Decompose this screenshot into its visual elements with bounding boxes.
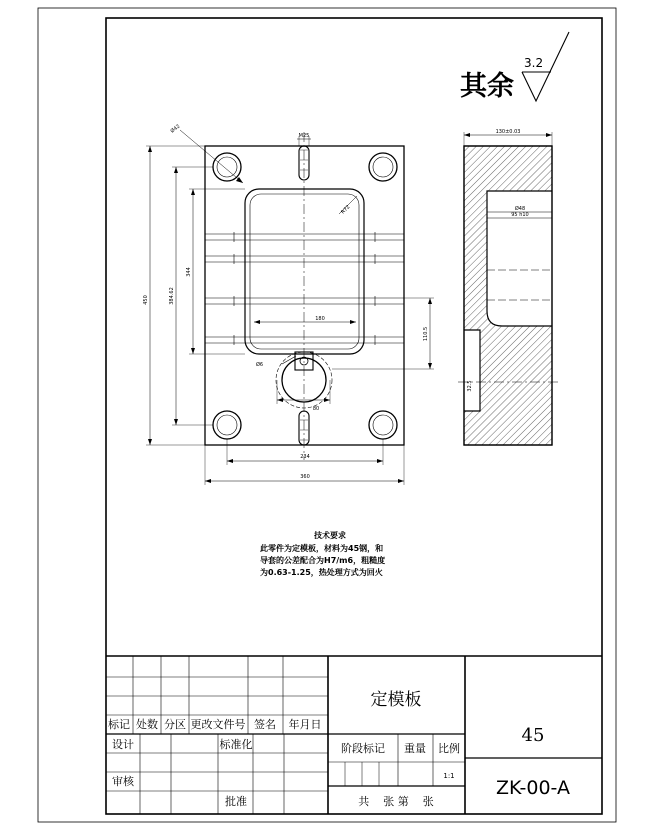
dim-side-2: 95 h10 [511, 212, 529, 218]
tb-scale-value: 1:1 [443, 772, 455, 780]
tech-line-2: 导套的公差配合为H7/m6，粗糙度 [260, 556, 386, 565]
dim-360: 360 [300, 474, 310, 480]
dim-344: 344 [186, 267, 192, 277]
tb-sheets: 共 张 第 张 [358, 795, 434, 808]
surface-finish-symbol [460, 32, 569, 102]
dim-phi6: Ø6 [256, 362, 264, 368]
material: 45 [521, 725, 545, 746]
tb-stage: 阶段标记 [341, 742, 385, 755]
tech-title: 技术要求 [314, 531, 346, 540]
side-view [458, 129, 560, 445]
tb-zone: 分区 [164, 718, 186, 731]
dim-80: 80 [312, 406, 320, 412]
dim-m25: M25 [298, 133, 310, 139]
dim-thickness: 130±0.03 [495, 129, 521, 135]
tb-date: 年月日 [288, 718, 322, 731]
dim-180: 180 [315, 316, 325, 322]
dim-384-62: 384.62 [169, 287, 175, 305]
pocket-outline [245, 189, 364, 354]
tb-weight: 重量 [404, 742, 426, 755]
tb-count: 处数 [136, 718, 158, 731]
tb-design: 设计 [112, 738, 134, 751]
tb-mark: 标记 [108, 718, 130, 731]
cooling-channels [205, 232, 404, 345]
tb-sign: 签名 [254, 718, 276, 731]
front-view [143, 123, 434, 485]
dim-phi42: Ø42 [169, 123, 182, 135]
title-block [106, 656, 602, 814]
dim-234: 234 [300, 454, 310, 460]
dim-450: 450 [143, 295, 149, 305]
guide-holes [213, 153, 397, 439]
dim-side-1: Ø48 [514, 206, 526, 212]
tb-approve: 批准 [225, 795, 247, 808]
drawing-number: ZK-00-A [496, 777, 570, 799]
surface-finish-label: 其余 [460, 71, 514, 102]
tb-review: 审核 [112, 775, 134, 788]
dim-r72: R72 [340, 204, 352, 216]
tb-scale: 比例 [438, 742, 460, 755]
dim-side-3: 32.5 [467, 380, 473, 392]
front-dimensions [146, 130, 434, 485]
tech-line-3: 为0.63-1.25，热处理方式为回火 [260, 568, 383, 577]
tech-line-1: 此零件为定模板，材料为45钢，和 [260, 544, 384, 553]
tb-doc-no: 更改文件号 [190, 718, 246, 731]
dim-110-5: 110.5 [423, 326, 429, 342]
part-name: 定模板 [370, 690, 422, 710]
tech-requirements [260, 530, 385, 578]
surface-finish-value: 3.2 [524, 56, 544, 70]
tb-standardize: 标准化 [219, 738, 253, 751]
